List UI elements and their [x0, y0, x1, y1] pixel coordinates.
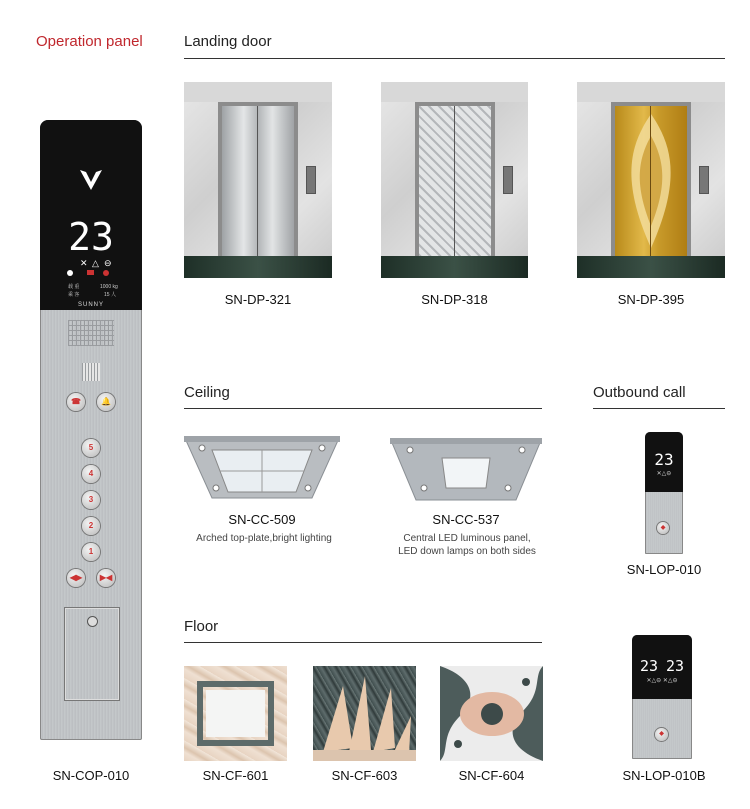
service-cabinet — [64, 607, 120, 701]
cop-display-graphic — [40, 120, 142, 310]
door-image-321 — [184, 82, 332, 278]
floor-title: Floor — [184, 618, 219, 635]
cop-floor-number: 23 — [68, 215, 114, 259]
lop-010b-icons: ✕△⊖ ✕△⊖ — [646, 678, 678, 684]
floor-button-5[interactable]: 5 — [82, 439, 100, 457]
cop-panel-image — [40, 120, 142, 740]
floor-image-601 — [184, 666, 287, 761]
lop-010b-display-right: 23 — [665, 657, 685, 675]
svg-text:⊖: ⊖ — [104, 258, 112, 268]
floor-label-603: SN-CF-603 — [331, 768, 398, 783]
floor-button-1[interactable]: 1 — [82, 543, 100, 561]
door-label-321: SN-DP-321 — [224, 292, 292, 307]
lop-label-010: SN-LOP-010 — [626, 562, 702, 577]
ceiling-rule — [184, 408, 542, 409]
speaker-grille — [68, 320, 114, 346]
cop-capacity: 1000 kg — [100, 284, 118, 290]
ceiling-desc-537-line1: Central LED luminous panel, — [403, 533, 531, 544]
floor-label-604: SN-CF-604 — [458, 768, 525, 783]
landing-door-title: Landing door — [184, 33, 272, 50]
cop-persons: 15 人 — [104, 292, 116, 298]
outbound-call-title: Outbound call — [593, 384, 686, 401]
lop-010-call-button[interactable]: ◆ — [657, 522, 669, 534]
ceiling-label-537: SN-CC-537 — [432, 512, 500, 527]
phone-button[interactable]: ☎ — [67, 393, 85, 411]
lop-010-display: 23 — [654, 450, 674, 469]
lop-image-010 — [645, 432, 683, 554]
door-close-button[interactable]: ▶◀ — [97, 569, 115, 587]
lop-010b-display-left: 23 — [639, 657, 659, 675]
floor-image-603 — [313, 666, 416, 761]
floor-button-3[interactable]: 3 — [82, 491, 100, 509]
operation-panel-title: Operation panel — [36, 33, 143, 50]
floor-label-601: SN-CF-601 — [202, 768, 269, 783]
door-image-395 — [577, 82, 725, 278]
ceiling-desc-509: Arched top-plate,bright lighting — [196, 533, 332, 544]
svg-text:✕: ✕ — [80, 258, 88, 268]
svg-text:乘 客: 乘 客 — [68, 292, 80, 298]
door-label-395: SN-DP-395 — [617, 292, 685, 307]
ceiling-desc-537-line2: LED down lamps on both sides — [398, 546, 536, 557]
ceiling-label-509: SN-CC-509 — [228, 512, 296, 527]
cop-display — [40, 120, 142, 310]
floor-button-2[interactable]: 2 — [82, 517, 100, 535]
door-label-318: SN-DP-318 — [421, 292, 488, 307]
lop-010b-call-button[interactable]: ◆ — [655, 728, 668, 741]
door-open-button[interactable]: ◀▶ — [67, 569, 85, 587]
lop-010-icons: ✕△⊖ — [656, 471, 672, 477]
svg-text:载 重: 载 重 — [68, 284, 80, 290]
floor-rule — [184, 642, 542, 643]
landing-door-rule — [184, 58, 725, 59]
cop-brand: SUNNY — [77, 302, 104, 308]
lop-image-010b — [632, 635, 692, 759]
intercom-grid — [82, 363, 100, 381]
lop-label-010b: SN-LOP-010B — [622, 768, 706, 783]
ceiling-title: Ceiling — [184, 384, 230, 401]
svg-text:△: △ — [92, 258, 99, 268]
cop-model-label: SN-COP-010 — [52, 768, 130, 783]
floor-image-604 — [440, 666, 543, 761]
alarm-button[interactable]: 🔔 — [97, 393, 115, 411]
floor-button-4[interactable]: 4 — [82, 465, 100, 483]
outbound-call-rule — [593, 408, 725, 409]
key-lock-icon — [87, 616, 98, 627]
door-image-318 — [381, 82, 528, 278]
ceiling-image-537 — [390, 438, 542, 506]
ceiling-image-509 — [184, 436, 340, 506]
